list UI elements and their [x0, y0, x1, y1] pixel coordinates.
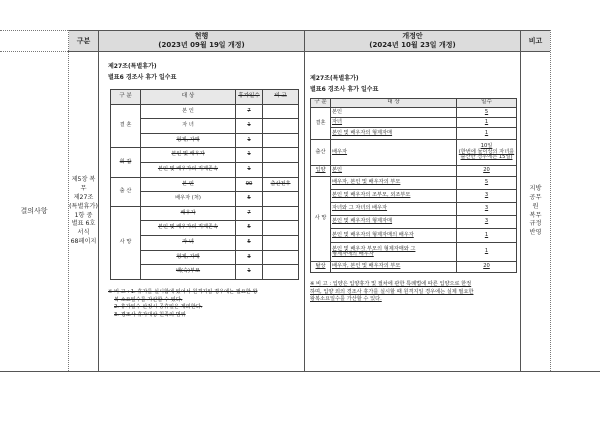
table-row: [311, 262, 517, 273]
current-days-cell: 90: [236, 177, 263, 192]
current-note-cell: [263, 148, 299, 163]
current-target-cell: 본인 및 배우자의 직계존속: [141, 162, 236, 177]
revised-target-cell: [331, 203, 457, 216]
revised-days-cell: [457, 108, 517, 118]
revised-note-line: 하며, 입양 외의 경조사 휴가를 실시할 때 원격지일 경우에는 실제 필요한: [310, 288, 474, 295]
current-days-cell: 1: [236, 148, 263, 163]
remarks-line: 공무: [529, 193, 542, 201]
current-days-cell: 7: [236, 104, 263, 119]
revised-days-text: 3: [484, 192, 489, 199]
revised-category-cell: 사 망: [311, 177, 331, 262]
current-note-line: 2. 휴가일수 산정시 공휴일은 제외한다.: [114, 304, 203, 311]
current-header-cell: 구 분: [111, 90, 141, 105]
revised-leave-table: [310, 98, 517, 273]
revised-target-text: 배우자, 본인 및 배우자의 부모: [332, 179, 401, 186]
current-target-cell: 형제, 자매: [141, 250, 236, 265]
table-row: [111, 104, 299, 119]
current-note-cell: [263, 119, 299, 134]
current-note-cell: [263, 250, 299, 265]
col-divider-1: [98, 30, 99, 371]
revised-target-text: 본인: [332, 167, 343, 174]
revised-target-cell: [331, 177, 457, 190]
revised-days-text-3: 출산한 경우에는 15일): [460, 154, 513, 161]
current-header-row: [111, 90, 299, 105]
current-table-title: 별표6 경조사 휴가 일수표: [108, 74, 177, 81]
header-revised-date: (2024년 10월 23일 개정): [369, 41, 456, 49]
dotted-right-border: [550, 30, 551, 371]
header-remarks: 비고: [528, 36, 543, 45]
current-leave-table: [110, 89, 299, 280]
table-row: [311, 118, 517, 128]
revised-target-text: 배우자: [332, 148, 348, 155]
revised-days-cell: [457, 190, 517, 203]
revised-target-cell: [331, 216, 457, 229]
revised-days-text: 1: [484, 129, 489, 136]
current-target-cell: 배우자: [141, 206, 236, 221]
current-days-cell: 5: [236, 235, 263, 250]
section-ref-line: 68페이지: [70, 238, 97, 246]
dotted-top-left: [0, 30, 68, 31]
revised-target-cell: [331, 243, 457, 262]
revised-target-text: 본인 및 배우자의 형제자매: [332, 129, 393, 136]
current-note-cell: [263, 206, 299, 221]
remarks-line: 원: [532, 202, 539, 210]
revised-days-cell: [457, 177, 517, 190]
remarks-column: [521, 52, 550, 371]
revised-days-text: 5: [484, 179, 489, 186]
revised-target-text: 본인 및 배우자의 형제자매의 배우자: [332, 231, 414, 238]
revised-days-text: 1: [484, 118, 489, 125]
revised-category-cell: 출산: [311, 140, 331, 166]
revised-table-title: 별표6 경조사 휴가 일수표: [310, 86, 379, 93]
current-note-cell: 출산전후: [263, 177, 299, 192]
revised-days-text: 5: [484, 108, 489, 115]
current-note-line: ※ 비 고 : 1. 휴가를 실시함에 있어서 원격지일 경우에는 필요한 왕: [108, 289, 258, 295]
row-label: 결의사항: [20, 207, 48, 216]
current-target-cell: 자 녀: [141, 235, 236, 250]
current-note-cell: [263, 133, 299, 148]
table-row: [111, 148, 299, 163]
remarks-line: 규정: [529, 220, 542, 228]
revised-note-line: 왕복소요일수를 가산할 수 있다.: [310, 296, 382, 303]
section-ref-line: 제27조: [73, 193, 94, 201]
revised-target-cell: [331, 229, 457, 243]
revised-target-text-2: 형제자매의 배우자: [332, 251, 374, 257]
current-days-cell: 1: [236, 119, 263, 134]
revised-days-text: 1: [484, 231, 489, 238]
current-header-cell: 비 고: [263, 90, 299, 105]
current-category-cell: 결 혼: [111, 104, 141, 148]
revised-target-text: 본인 및 배우자 부모의 형제자매와 그: [332, 245, 416, 252]
table-bottom-border: [0, 371, 600, 372]
remarks-line: 반영: [529, 229, 542, 237]
current-header-cell: 휴가일수: [236, 90, 263, 105]
current-notes: [108, 289, 300, 319]
current-target-cell: 백(숙)부모: [141, 265, 236, 280]
current-target-cell: 본인 및 배우자: [141, 148, 236, 163]
current-note-cell: [263, 162, 299, 177]
revised-target-cell: [331, 108, 457, 118]
revised-target-text: 본인 및 배우자의 조부모, 외조부모: [332, 192, 411, 199]
revised-target-text: 본인 및 배우자의 형제자매: [332, 218, 393, 225]
revised-days-text: 20: [483, 263, 490, 270]
revised-header-cell: 구 분: [311, 99, 331, 108]
revised-target-cell: [331, 128, 457, 140]
revised-days-text: 3: [484, 218, 489, 225]
table-row: [111, 206, 299, 221]
current-target-cell: 배우자 (처): [141, 192, 236, 207]
revised-note-line: ※ 비 고 : 입양은 입양휴가 및 절차에 관한 특례법에 따른 입양으로 한정: [310, 281, 472, 287]
current-target-cell: 자 녀: [141, 119, 236, 134]
current-note-line: 복 소요일수를 가산할 수 있다.: [114, 296, 183, 303]
revised-target-text: 본인: [332, 108, 343, 115]
revised-days-text: 20: [483, 167, 490, 174]
table-row: [311, 203, 517, 216]
revised-days-cell: [457, 140, 517, 166]
current-days-cell: 5: [236, 192, 263, 207]
section-reference: [69, 52, 98, 371]
header-revised-title: 개정안: [402, 32, 423, 41]
revised-category-cell: 결혼: [311, 108, 331, 140]
section-ref-line: 1항 중: [74, 211, 93, 219]
current-days-cell: 7: [236, 206, 263, 221]
col-divider-2: [304, 30, 305, 371]
table-row: [311, 216, 517, 229]
current-category-cell: 회 갑: [111, 148, 141, 177]
current-days-cell: 1: [236, 265, 263, 280]
current-days-cell: 3: [236, 250, 263, 265]
table-row: [311, 140, 517, 166]
current-days-cell: 1: [236, 133, 263, 148]
current-note-cell: [263, 104, 299, 119]
current-target-cell: 형제, 자매: [141, 133, 236, 148]
revised-days-cell: [457, 166, 517, 177]
revised-header-row: [311, 99, 517, 108]
current-note-line: 3. 경조사 휴가대상 친족의 범위: [114, 311, 186, 318]
section-ref-line: (특별휴가): [69, 202, 98, 210]
table-row: [311, 190, 517, 203]
header-current: [99, 31, 304, 51]
current-days-cell: 5: [236, 221, 263, 236]
current-note-cell: [263, 221, 299, 236]
table-row: [311, 128, 517, 140]
section-ref-line: 별표 6호: [71, 220, 96, 228]
revised-days-text: 10일: [480, 143, 493, 150]
current-target-cell: 본 인: [141, 104, 236, 119]
revised-target-cell: [331, 190, 457, 203]
revised-header-cell: 일수: [457, 99, 517, 108]
revised-days-cell: [457, 203, 517, 216]
current-target-cell: 본 인: [141, 177, 236, 192]
table-row: [111, 177, 299, 192]
revised-days-cell: [457, 118, 517, 128]
remarks-line: 지방: [529, 184, 542, 192]
table-row: [311, 108, 517, 118]
current-note-cell: [263, 192, 299, 207]
header-current-date: (2023년 09월 19일 개정): [158, 41, 245, 49]
revised-days-cell: [457, 243, 517, 262]
revised-target-text: 자녀: [332, 118, 343, 125]
header-revised: [305, 31, 520, 51]
section-ref-line: 제5장 복무: [71, 175, 96, 192]
current-target-cell: 본인 및 배우자의 직계존속: [141, 221, 236, 236]
current-days-cell: 1: [236, 162, 263, 177]
current-header-cell: 대 상: [141, 90, 236, 105]
revised-target-cell: [331, 166, 457, 177]
revised-notes: [310, 281, 518, 304]
remarks-line: 복무: [529, 211, 542, 219]
current-note-cell: [263, 235, 299, 250]
revised-days-cell: [457, 216, 517, 229]
header-current-title: 현행: [194, 32, 209, 41]
current-category-cell: 출 산: [111, 177, 141, 206]
table-row: [311, 177, 517, 190]
header-bottom-border: [68, 51, 550, 52]
revised-days-text: 3: [484, 205, 489, 212]
header-gubun: 구분: [76, 36, 91, 45]
current-article: 제27조(특별휴가): [108, 63, 157, 70]
current-category-cell: 사 망: [111, 206, 141, 279]
table-row: [311, 243, 517, 262]
revised-target-text: 자녀와 그 자녀의 배우자: [332, 205, 388, 212]
revised-article: 제27조(특별휴가): [310, 75, 359, 82]
revised-days-cell: [457, 229, 517, 243]
table-row: [311, 166, 517, 177]
section-ref-line: 서식: [77, 229, 90, 237]
revised-target-text: 배우자, 본인 및 배우자의 부모: [332, 263, 401, 270]
revised-target-cell: [331, 262, 457, 273]
revised-category-cell: 탈상: [311, 262, 331, 273]
revised-days-text: 1: [484, 248, 489, 255]
table-row: [311, 229, 517, 243]
revised-target-cell: [331, 140, 457, 166]
revised-category-cell: 입양: [311, 166, 331, 177]
revised-days-text-2: (한번에 둘이상의 자녀를: [458, 148, 515, 155]
revised-days-cell: [457, 262, 517, 273]
revised-header-cell: 대 상: [331, 99, 457, 108]
current-note-cell: [263, 265, 299, 280]
revised-target-cell: [331, 118, 457, 128]
revised-days-cell: [457, 128, 517, 140]
